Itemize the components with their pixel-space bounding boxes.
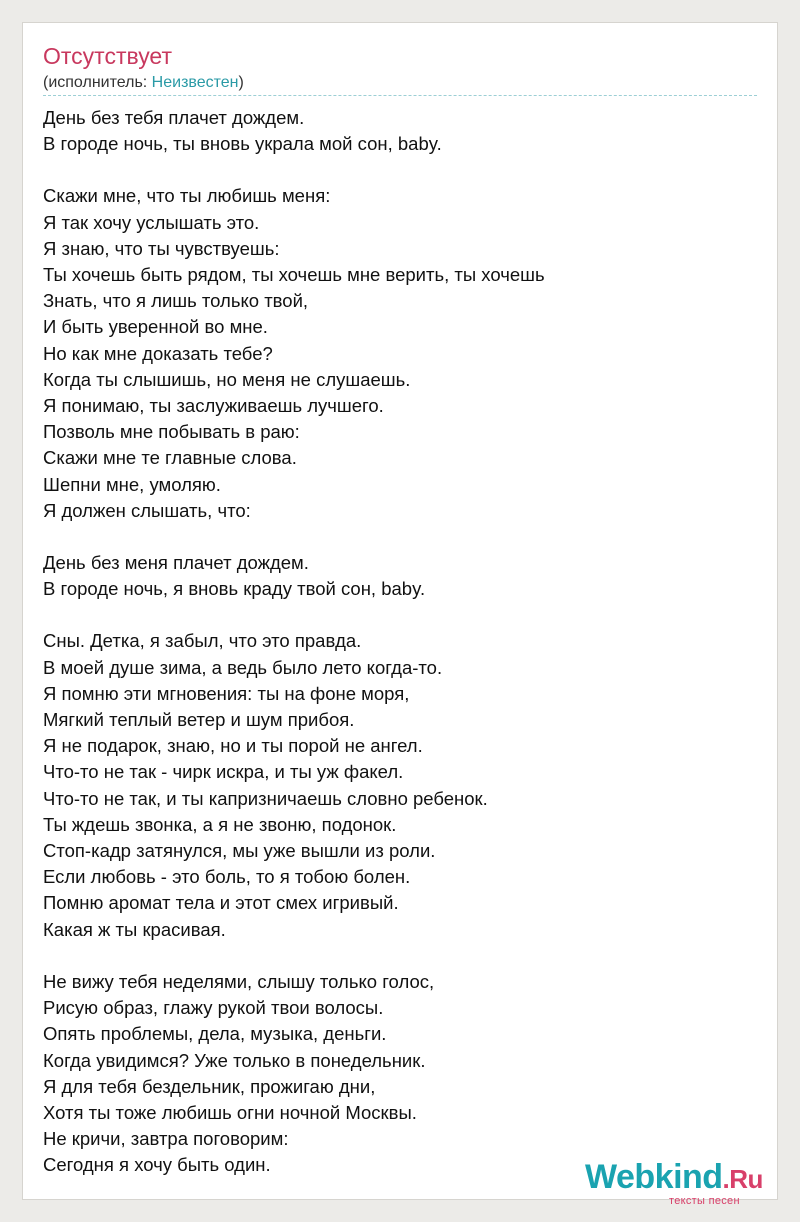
artist-line — [43, 74, 244, 92]
lyric-line: Я помню эти мгновения: ты на фоне моря, — [43, 682, 410, 704]
lyric-line: Какая ж ты красивая. — [43, 918, 226, 940]
lyric-line: Хотя ты тоже любишь огни ночной Москвы. — [43, 1101, 417, 1123]
logo-wordmark — [585, 1157, 763, 1199]
lyrics-card — [22, 22, 778, 1207]
lyric-line: Что-то не так, и ты капризничаешь словно ребенок. — [43, 787, 488, 809]
lyric-line: Позволь мне побывать в раю: — [43, 421, 300, 443]
site-logo[interactable] — [585, 1157, 785, 1205]
lyric-line: Я не подарок, знаю, но и ты порой не ангел. — [43, 735, 423, 757]
lyrics-stanza — [43, 105, 759, 157]
lyrics-stanza — [43, 969, 759, 1179]
lyric-line: Что-то не так - чирк искра, и ты уж факел. — [43, 761, 404, 783]
lyric-line: Сегодня я хочу быть один. — [43, 1154, 271, 1176]
lyric-line: Опять проблемы, дела, музыка, деньги. — [43, 1023, 387, 1045]
lyric-line: Я для тебя бездельник, прожигаю дни, — [43, 1075, 376, 1097]
lyric-line: Когда увидимся? Уже только в понедельник. — [43, 1049, 426, 1071]
lyric-line: Мягкий теплый ветер и шум прибоя. — [43, 709, 355, 731]
lyrics-stanza — [43, 183, 759, 524]
lyric-line: Я знаю, что ты чувствуешь: — [43, 237, 280, 259]
lyric-line: Ты ждешь звонка, а я не звоню, подонок. — [43, 813, 397, 835]
logo-suffix: .Ru — [722, 1164, 763, 1194]
lyric-line: Я должен слышать, что: — [43, 499, 251, 521]
lyric-line: Я понимаю, ты заслуживаешь лучшего. — [43, 395, 384, 417]
lyric-line: В городе ночь, я вновь краду твой сон, baby. — [43, 578, 426, 600]
lyric-line: В городе ночь, ты вновь украла мой сон, baby. — [43, 133, 442, 155]
lyric-line: Но как мне доказать тебе? — [43, 342, 273, 364]
lyric-line: Скажи мне те главные слова. — [43, 447, 297, 469]
lyric-line: День без меня плачет дождем. — [43, 552, 309, 574]
lyric-line: В моей душе зима, а ведь было лето когда-то. — [43, 656, 443, 678]
lyric-line: Не вижу тебя неделями, слышу только голос, — [43, 970, 435, 992]
lyric-line: День без тебя плачет дождем. — [43, 107, 305, 128]
lyric-line: Стоп-кадр затянулся, мы уже вышли из роли. — [43, 840, 436, 862]
lyric-line: Не кричи, завтра поговорим: — [43, 1128, 289, 1150]
lyrics-body — [43, 105, 759, 1205]
logo-name: Webkind — [585, 1158, 723, 1196]
lyric-line: Скажи мне, что ты любишь меня: — [43, 185, 331, 207]
lyric-line: И быть уверенной во мне. — [43, 316, 268, 338]
song-title: Отсутствует — [43, 43, 172, 69]
lyrics-stanza — [43, 628, 759, 942]
header-divider — [43, 95, 757, 96]
lyrics-stanza — [43, 550, 759, 602]
lyric-line: Ты хочешь быть рядом, ты хочешь мне верить, ты хочешь — [43, 264, 545, 286]
lyric-line: Я так хочу услышать это. — [43, 211, 260, 233]
lyric-line: Рисую образ, глажу рукой твои волосы. — [43, 997, 384, 1019]
lyric-line: Сны. Детка, я забыл, что это правда. — [43, 630, 362, 652]
lyric-line: Когда ты слышишь, но меня не слушаешь. — [43, 368, 411, 390]
artist-suffix: ) — [238, 74, 244, 91]
lyric-line: Знать, что я лишь только твой, — [43, 290, 309, 312]
lyric-line: Если любовь - это боль, то я тобою болен. — [43, 866, 411, 888]
lyric-line: Помню аромат тела и этот смех игривый. — [43, 892, 399, 914]
lyric-line: Шепни мне, умоляю. — [43, 473, 221, 495]
artist-link[interactable]: Неизвестен — [151, 74, 239, 91]
logo-tagline: тексты песен — [669, 1195, 740, 1207]
artist-prefix: (исполнитель: — [43, 74, 152, 91]
